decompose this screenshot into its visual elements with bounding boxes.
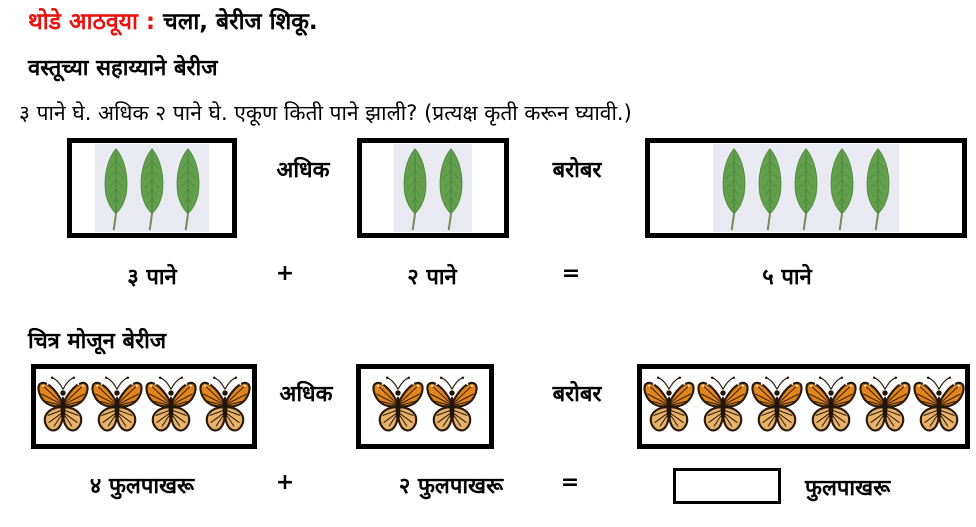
- plus-word-leaves: अधिक: [276, 158, 330, 183]
- leaf-icon: [134, 147, 170, 231]
- plus-word-butterflies: अधिक: [279, 382, 333, 407]
- title-lead: थोडे आठवूया :: [28, 9, 156, 35]
- butterfly-group-b: [371, 371, 479, 442]
- butterfly-group-a: [36, 371, 252, 442]
- butterflies-box-b: [356, 364, 494, 449]
- butterflies-label-b: २ फुलपाखरू: [398, 474, 504, 499]
- instruction-text: ३ पाने घे. अधिक २ पाने घे. एकूण किती पाने झाली? (प्रत्यक्ष कृती करून घ्यावी.): [19, 101, 632, 125]
- butterfly-icon: [371, 371, 425, 442]
- butterflies-box-a: [31, 364, 257, 449]
- section-objects-heading: वस्तूच्या सहाय्याने बेरीज: [28, 56, 218, 81]
- butterfly-icon: [36, 371, 90, 442]
- butterfly-icon: [912, 371, 966, 442]
- plus-sign-butterflies: +: [275, 470, 295, 495]
- leaf-icon: [716, 147, 752, 231]
- leaves-label-result: ५ पाने: [762, 265, 812, 290]
- leaves-label-b: २ पाने: [407, 265, 457, 290]
- leaf-icon: [98, 147, 134, 231]
- equals-word-leaves: बरोबर: [552, 158, 602, 183]
- leaves-box-a: [67, 138, 237, 238]
- equals-word-butterflies: बरोबर: [552, 382, 602, 407]
- leaf-icon: [788, 147, 824, 231]
- butterfly-icon: [750, 371, 804, 442]
- leaf-group-a: [95, 144, 209, 232]
- leaf-icon: [170, 147, 206, 231]
- butterfly-icon: [198, 371, 252, 442]
- plus-sign-leaves: +: [275, 261, 295, 286]
- leaves-label-a: ३ पाने: [127, 265, 177, 290]
- butterfly-icon: [144, 371, 198, 442]
- answer-input-box[interactable]: [673, 468, 781, 504]
- equals-sign-leaves: =: [561, 261, 581, 286]
- section-pictures-heading: चित्र मोजून बेरीज: [28, 329, 167, 354]
- butterfly-icon: [696, 371, 750, 442]
- butterfly-icon: [642, 371, 696, 442]
- leaves-box-b: [357, 138, 509, 238]
- leaf-group-result: [713, 144, 899, 232]
- butterflies-box-result: [637, 364, 970, 449]
- leaf-icon: [860, 147, 896, 231]
- leaf-icon: [824, 147, 860, 231]
- butterfly-icon: [425, 371, 479, 442]
- butterfly-icon: [90, 371, 144, 442]
- equals-sign-butterflies: =: [560, 470, 580, 495]
- butterfly-icon: [858, 371, 912, 442]
- title-rest: चला, बेरीज शिकू.: [163, 9, 318, 35]
- butterflies-label-a: ४ फुलपाखरू: [89, 474, 195, 499]
- leaf-icon: [397, 147, 433, 231]
- leaf-group-b: [394, 144, 472, 232]
- butterflies-result-unit: फुलपाखरू: [805, 476, 891, 501]
- leaf-icon: [433, 147, 469, 231]
- page-title: [28, 4, 318, 36]
- butterfly-icon: [804, 371, 858, 442]
- leaves-box-result: [645, 138, 967, 238]
- leaf-icon: [752, 147, 788, 231]
- butterfly-group-result: [642, 371, 966, 442]
